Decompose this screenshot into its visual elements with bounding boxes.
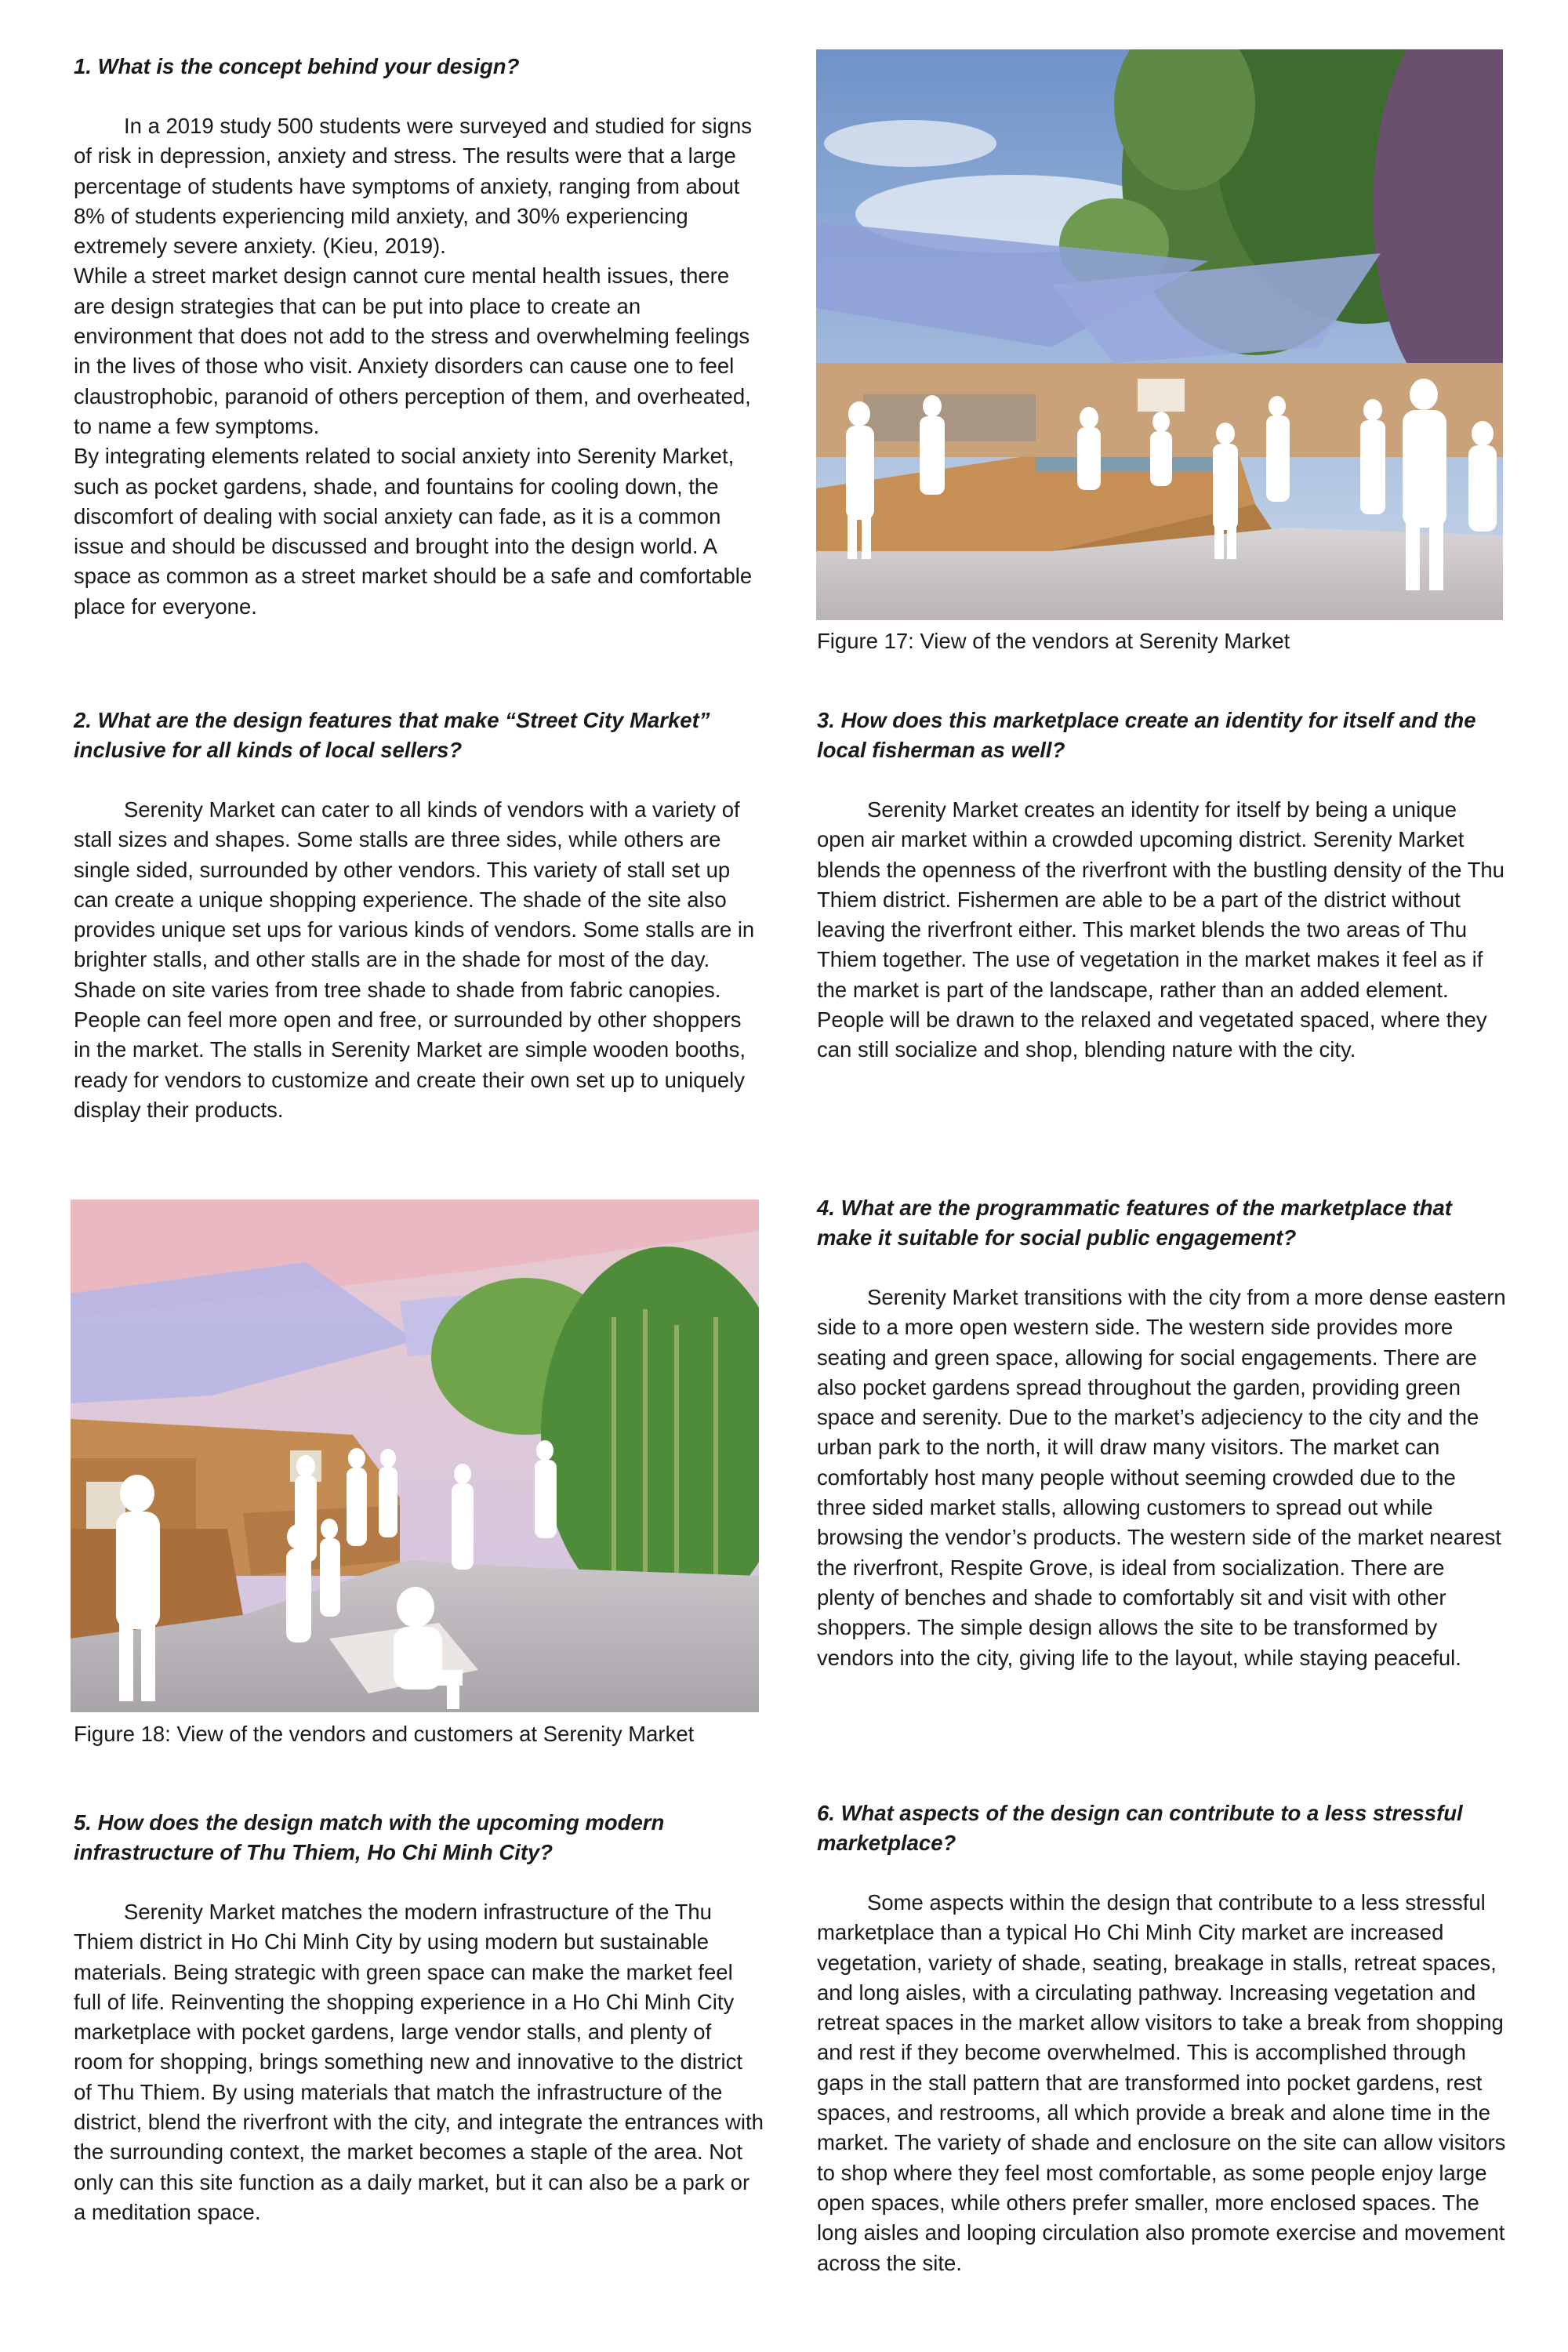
section-6-question: 6. What aspects of the design can contribute to a less stressful marketplace?	[817, 1801, 1463, 1855]
section-5-question: 5. How does the design match with the upcoming modern infrastructure of Thu Thiem, Ho Chi Minh City?	[74, 1810, 665, 1864]
section-3-body	[817, 795, 1507, 1065]
figure-18-render	[71, 1200, 759, 1712]
section-3-paragraph-1: Serenity Market creates an identity for itself by being a unique open air market within a crowded upcoming district. Serenity Market blends the openness of the riverfront with the bustling density of the Thu Thiem district. Fishermen are able to be a part of the district without leaving the riverfront either. This market blends the two areas of Thu Thiem together. The use of vegetation in the market makes it feel as if the market is part of the landscape, rather than an added element. People will be drawn to the relaxed and vegetated spaced, where they can still socialize and shop, blending nature with the city.	[817, 797, 1504, 1062]
section-1	[74, 52, 764, 622]
section-2-question: 2. What are the design features that make “Street City Market” inclusive for all kinds of local sellers?	[74, 708, 710, 762]
section-4-paragraph-1: Serenity Market transitions with the city from a more dense eastern side to a more open western side. The western side provides more seating and green space, allowing for social engagements. There are also pocket gardens spread throughout the garden, providing green space and serenity. Due to the market’s adjeciency to the city and the urban park to the north, it will draw many visitors. The market can comfortably host many people without seeming crowded due to the three sided market stalls, allowing customers to spread out while browsing the vendor’s products. The western side of the market nearest the riverfront, Respite Grove, is ideal from socialization. There are plenty of benches and shade to comfortably sit and visit with other shoppers. The simple design allows the site to be transformed by vendors into the city, giving life to the layout, while staying peaceful.	[817, 1285, 1506, 1670]
section-4-body	[817, 1283, 1507, 1673]
figure-17-render	[816, 49, 1503, 620]
section-1-paragraph-1: In a 2019 study 500 students were surveyed and studied for signs of risk in depression, anxiety and stress. The results were that a large percentage of students have symptoms of anxiety, ranging from about 8% of students experiencing mild anxiety, and 30% experiencing extremely severe anxiety. (Kieu, 2019).	[74, 114, 753, 259]
section-6	[817, 1798, 1507, 2278]
section-3	[817, 706, 1507, 1065]
section-1-paragraph-2: While a street market design cannot cure mental health issues, there are design strategies that can be put into place to create an environment that does not add to the stress and overwhelming feelings in the lives of those who visit. Anxiety disorders can cause one to feel claustrophobic, paranoid of others perception of them, and overheated, to name a few symptoms.	[74, 263, 751, 438]
section-6-paragraph-1: Some aspects within the design that contribute to a less stressful marketplace than a typical Ho Chi Minh City market are increased vegetation, variety of shade, seating, breakage in stalls, retreat spaces, and long aisles, with a circulating pathway. Increasing vegetation and retreat spaces in the market allow visitors to take a break from shopping and rest if they become overwhelmed. This is accomplished through gaps in the stall pattern that are transformed into pocket gardens, rest spaces, and restrooms, all which provide a break and alone time in the market. The variety of shade and enclosure on the site can allow visitors to shop where they feel most comfortable, as some people enjoy large open spaces, while others prefer smaller, more enclosed spaces. The long aisles and looping circulation also promote exercise and movement across the site.	[817, 1890, 1506, 2275]
section-1-question: 1. What is the concept behind your design?	[74, 54, 520, 78]
section-2-body	[74, 795, 764, 1125]
section-6-body	[817, 1888, 1507, 2278]
section-4-question: 4. What are the programmatic features of the marketplace that make it suitable for social public engagement?	[817, 1196, 1452, 1250]
section-2	[74, 706, 764, 1125]
section-1-body	[74, 111, 764, 622]
section-5	[74, 1808, 764, 2227]
section-5-paragraph-1: Serenity Market matches the modern infrastructure of the Thu Thiem district in Ho Chi Minh City by using modern but sustainable materials. Being strategic with green space can make the market feel full of life. Reinventing the shopping experience in a Ho Chi Minh City marketplace with pocket gardens, large vendor stalls, and plenty of room for shopping, brings something new and innovative to the district of Thu Thiem. By using materials that match the infrastructure of the district, blend the riverfront with the city, and integrate the entrances with the surrounding context, the market becomes a staple of the area. Not only can this site function as a daily market, but it can also be a park or a meditation space.	[74, 1900, 764, 2224]
section-1-paragraph-3: By integrating elements related to social anxiety into Serenity Market, such as pocket gardens, shade, and fountains for cooling down, the discomfort of dealing with social anxiety can fade, as it is a common issue and should be discussed and brought into the design world. A space as common as a street market should be a safe and comfortable place for everyone.	[74, 444, 753, 619]
figure-17-caption: Figure 17: View of the vendors at Serenity Market	[817, 629, 1290, 653]
section-5-body	[74, 1897, 764, 2227]
section-3-question: 3. How does this marketplace create an identity for itself and the local fisherman as well?	[817, 708, 1476, 762]
figure-18-caption: Figure 18: View of the vendors and customers at Serenity Market	[74, 1722, 695, 1746]
section-4	[817, 1193, 1507, 1673]
section-2-paragraph-1: Serenity Market can cater to all kinds of vendors with a variety of stall sizes and shapes. Some stalls are three sides, while others are single sided, surrounded by other vendors. This variety of stall set up can create a unique shopping experience. The shade of the site also provides unique set ups for various kinds of vendors. Some stalls are in brighter stalls, and other stalls are in the shade for most of the day. Shade on site varies from tree shade to shade from fabric canopies. People can feel more open and free, or surrounded by other shoppers in the market. The stalls in Serenity Market are simple wooden booths, ready for vendors to customize and create their own set up to uniquely display their products.	[74, 797, 755, 1122]
